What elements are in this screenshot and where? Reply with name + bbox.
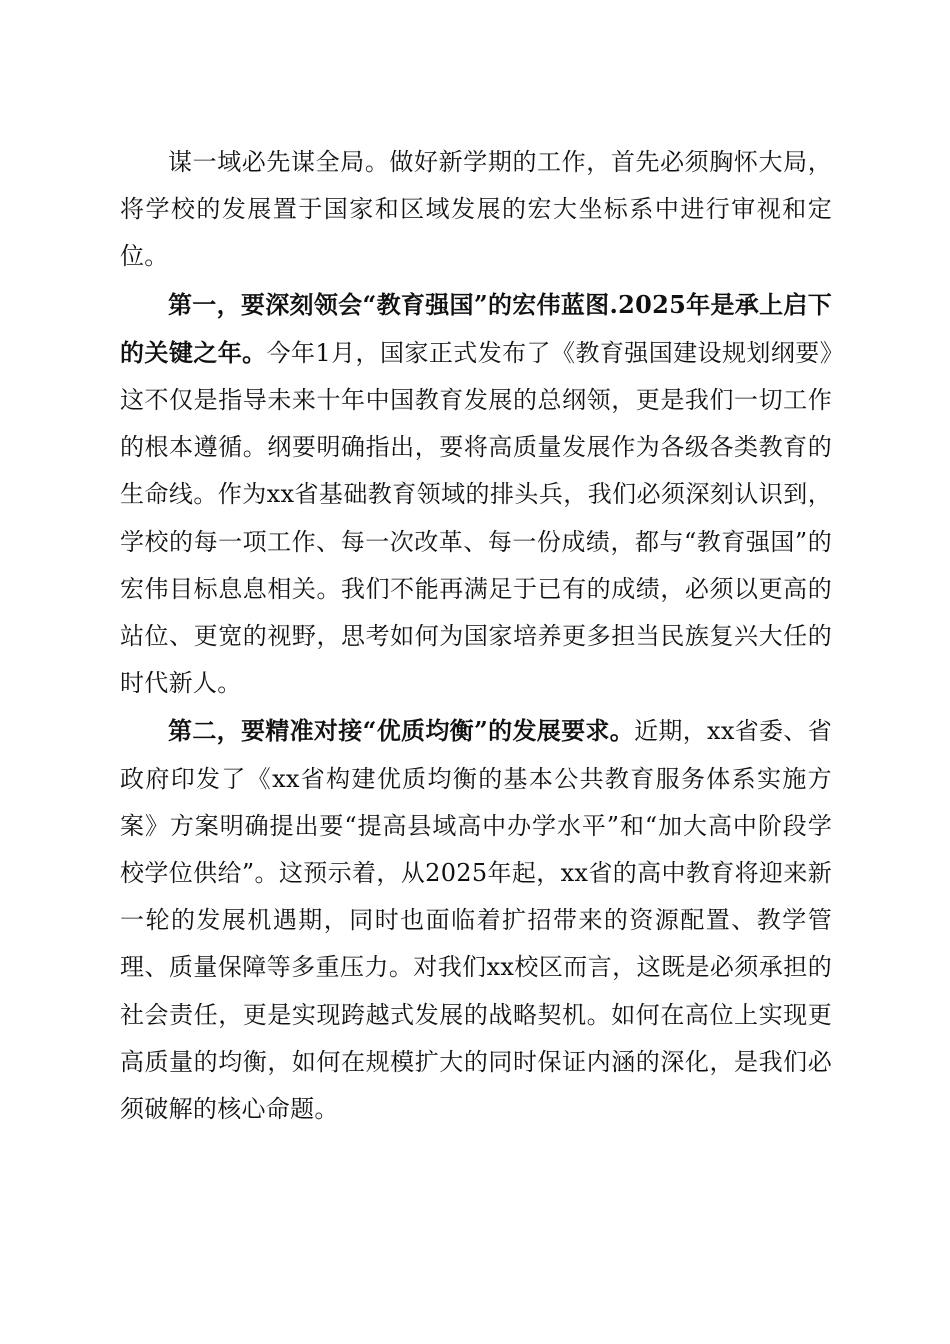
paragraph-second	[120, 707, 832, 1133]
document-page	[120, 139, 832, 1133]
paragraph-first-heading: 第一，要深刻领会“教育强国”的宏伟蓝图.2025年是承上启下的关键之年。	[120, 289, 832, 367]
paragraph-first-text: 今年1月，国家正式发布了《教育强国建设规划纲要》这不仅是指导未来十年中国教育发展的总纲领，更是我们一切工作的根本遵循。纲要明确指出，要将高质量发展作为各级各类教育的生命线。作为xx省基础教育领域的排头兵，我们必须深刻认识到，学校的每一项工作、每一次改革、每一份成绩，都与“教育强国”的宏伟目标息息相关。我们不能再满足于已有的成绩，必须以更高的站位、更宽的视野，思考如何为国家培养更多担当民族复兴大任的时代新人。	[120, 338, 832, 698]
paragraph-first	[120, 281, 832, 708]
paragraph-second-heading: 第二，要精准对接“优质均衡”的发展要求。	[168, 716, 635, 746]
paragraph-intro	[120, 139, 832, 281]
paragraph-intro-text: 谋一域必先谋全局。做好新学期的工作，首先必须胸怀大局，将学校的发展置于国家和区域发展的宏大坐标系中进行审视和定位。	[120, 148, 832, 271]
paragraph-second-text: 近期，xx省委、省政府印发了《xx省构建优质均衡的基本公共教育服务体系实施方案》方案明确提出要“提高县域高中办学水平”和“加大高中阶段学校学位供给”。这预示着，从2025年起，xx省的高中教育将迎来新一轮的发展机遇期，同时也面临着扩招带来的资源配置、教学管理、质量保障等多重压力。对我们xx校区而言，这既是必须承担的社会责任，更是实现跨越式发展的战略契机。如何在高位上实现更高质量的均衡，如何在规模扩大的同时保证内涵的深化，是我们必须破解的核心命题。	[120, 717, 832, 1124]
